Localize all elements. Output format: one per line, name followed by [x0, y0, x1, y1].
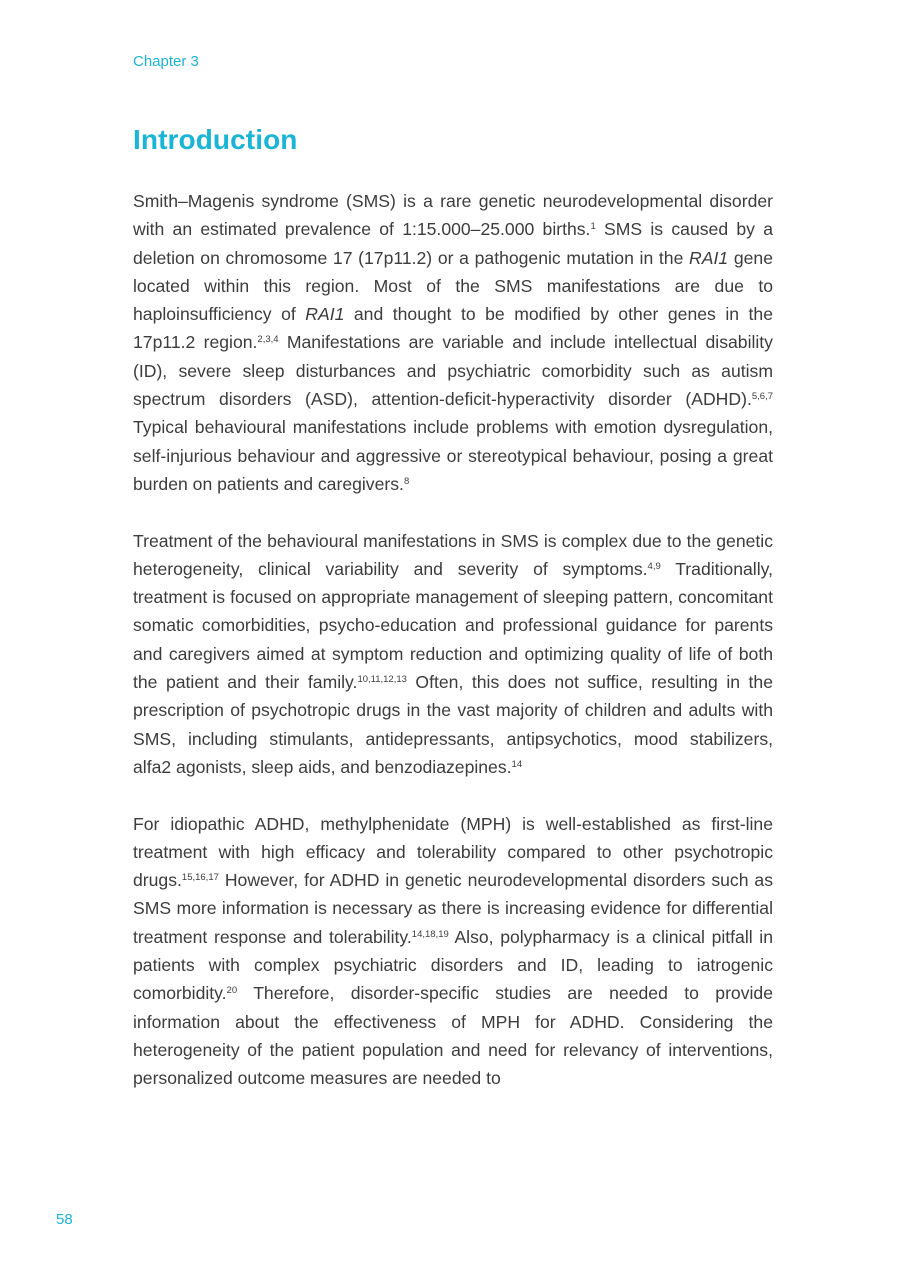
text-run: However, for ADHD in genetic neurodevelopmental disorders such as SMS more information is necessary as there is increasing evidence for differential treatment response and tolerability.: [133, 870, 773, 947]
text-run: Often, this does not suffice, resulting in the prescription of psychotropic drugs in the vast majority of children and adults with SMS, including stimulants, antidepressants, antipsychotics, mood stabilizers, alfa2 agonists, sleep aids, and benzodiazepines.: [133, 672, 773, 777]
body-text: [133, 187, 773, 1093]
text-run: Manifestations are variable and include intellectual disability (ID), severe sleep disturbances and psychiatric comorbidity such as autism spectrum disorders (ASD), attention-deficit-hyperactivity disorder (ADHD).: [133, 332, 773, 410]
text-run: Typical behavioural manifestations include problems with emotion dysregulation, self-injurious behaviour and aggressive or stereotypical behaviour, posing a great burden on patients and caregivers.: [133, 417, 773, 494]
paragraph-2: [133, 527, 773, 782]
section-title: Introduction: [133, 124, 298, 155]
citation-ref: 8: [403, 475, 410, 487]
citation-ref: 15,16,17: [181, 872, 219, 884]
text-run: Therefore, disorder-specific studies are needed to provide information about the effectiveness of MPH for ADHD. Considering the heterogeneity of the patient population and need for relevancy of interventions, personalized outcome measures are needed to: [133, 983, 773, 1089]
text-run: Traditionally, treatment is focused on appropriate management of sleeping pattern, concomitant somatic comorbidities, psycho-education and professional guidance for parents and caregivers aimed at symptom reduction and optimizing quality of life of both the patient and their family.: [133, 558, 773, 693]
text-run: SMS is caused by a deletion on chromosome 17 (17p11.2) or a pathogenic mutation in the: [133, 219, 773, 268]
text-run: and thought to be modified by other genes in the 17p11.2 region.: [133, 304, 773, 353]
paragraph-1: [133, 187, 773, 498]
citation-ref: 1: [590, 221, 596, 233]
citation-ref: 5,6,7: [751, 391, 773, 403]
running-head: Chapter 3: [133, 53, 199, 70]
citation-ref: 2,3,4: [257, 334, 279, 346]
gene-name: RAI1: [305, 304, 345, 325]
text-run: Treatment of the behavioural manifestations in SMS is complex due to the genetic heterogeneity, clinical variability and severity of symptoms.: [133, 530, 773, 579]
paragraph-3: [133, 810, 773, 1093]
gene-name: RAI1: [689, 247, 729, 268]
text-run: Smith–Magenis syndrome (SMS) is a rare genetic neurodevelopmental disorder with an estimated prevalence of 1:15.000–25.000 births.: [133, 191, 773, 240]
citation-ref: 20: [226, 985, 238, 997]
citation-ref: 14: [511, 758, 523, 770]
citation-ref: 10,11,12,13: [357, 674, 407, 686]
citation-ref: 4,9: [647, 560, 661, 572]
page-number: 58: [56, 1211, 73, 1228]
text-run: For idiopathic ADHD, methylphenidate (MPH) is well-established as first-line treatment with high efficacy and tolerability compared to other psychotropic drugs.: [133, 813, 773, 891]
text-run: gene located within this region. Most of the SMS manifestations are due to haploinsufficiency of: [133, 247, 773, 325]
text-run: Also, polypharmacy is a clinical pitfall in patients with complex psychiatric disorders and ID, leading to iatrogenic comorbidity.: [133, 926, 773, 1004]
citation-ref: 14,18,19: [411, 928, 449, 940]
